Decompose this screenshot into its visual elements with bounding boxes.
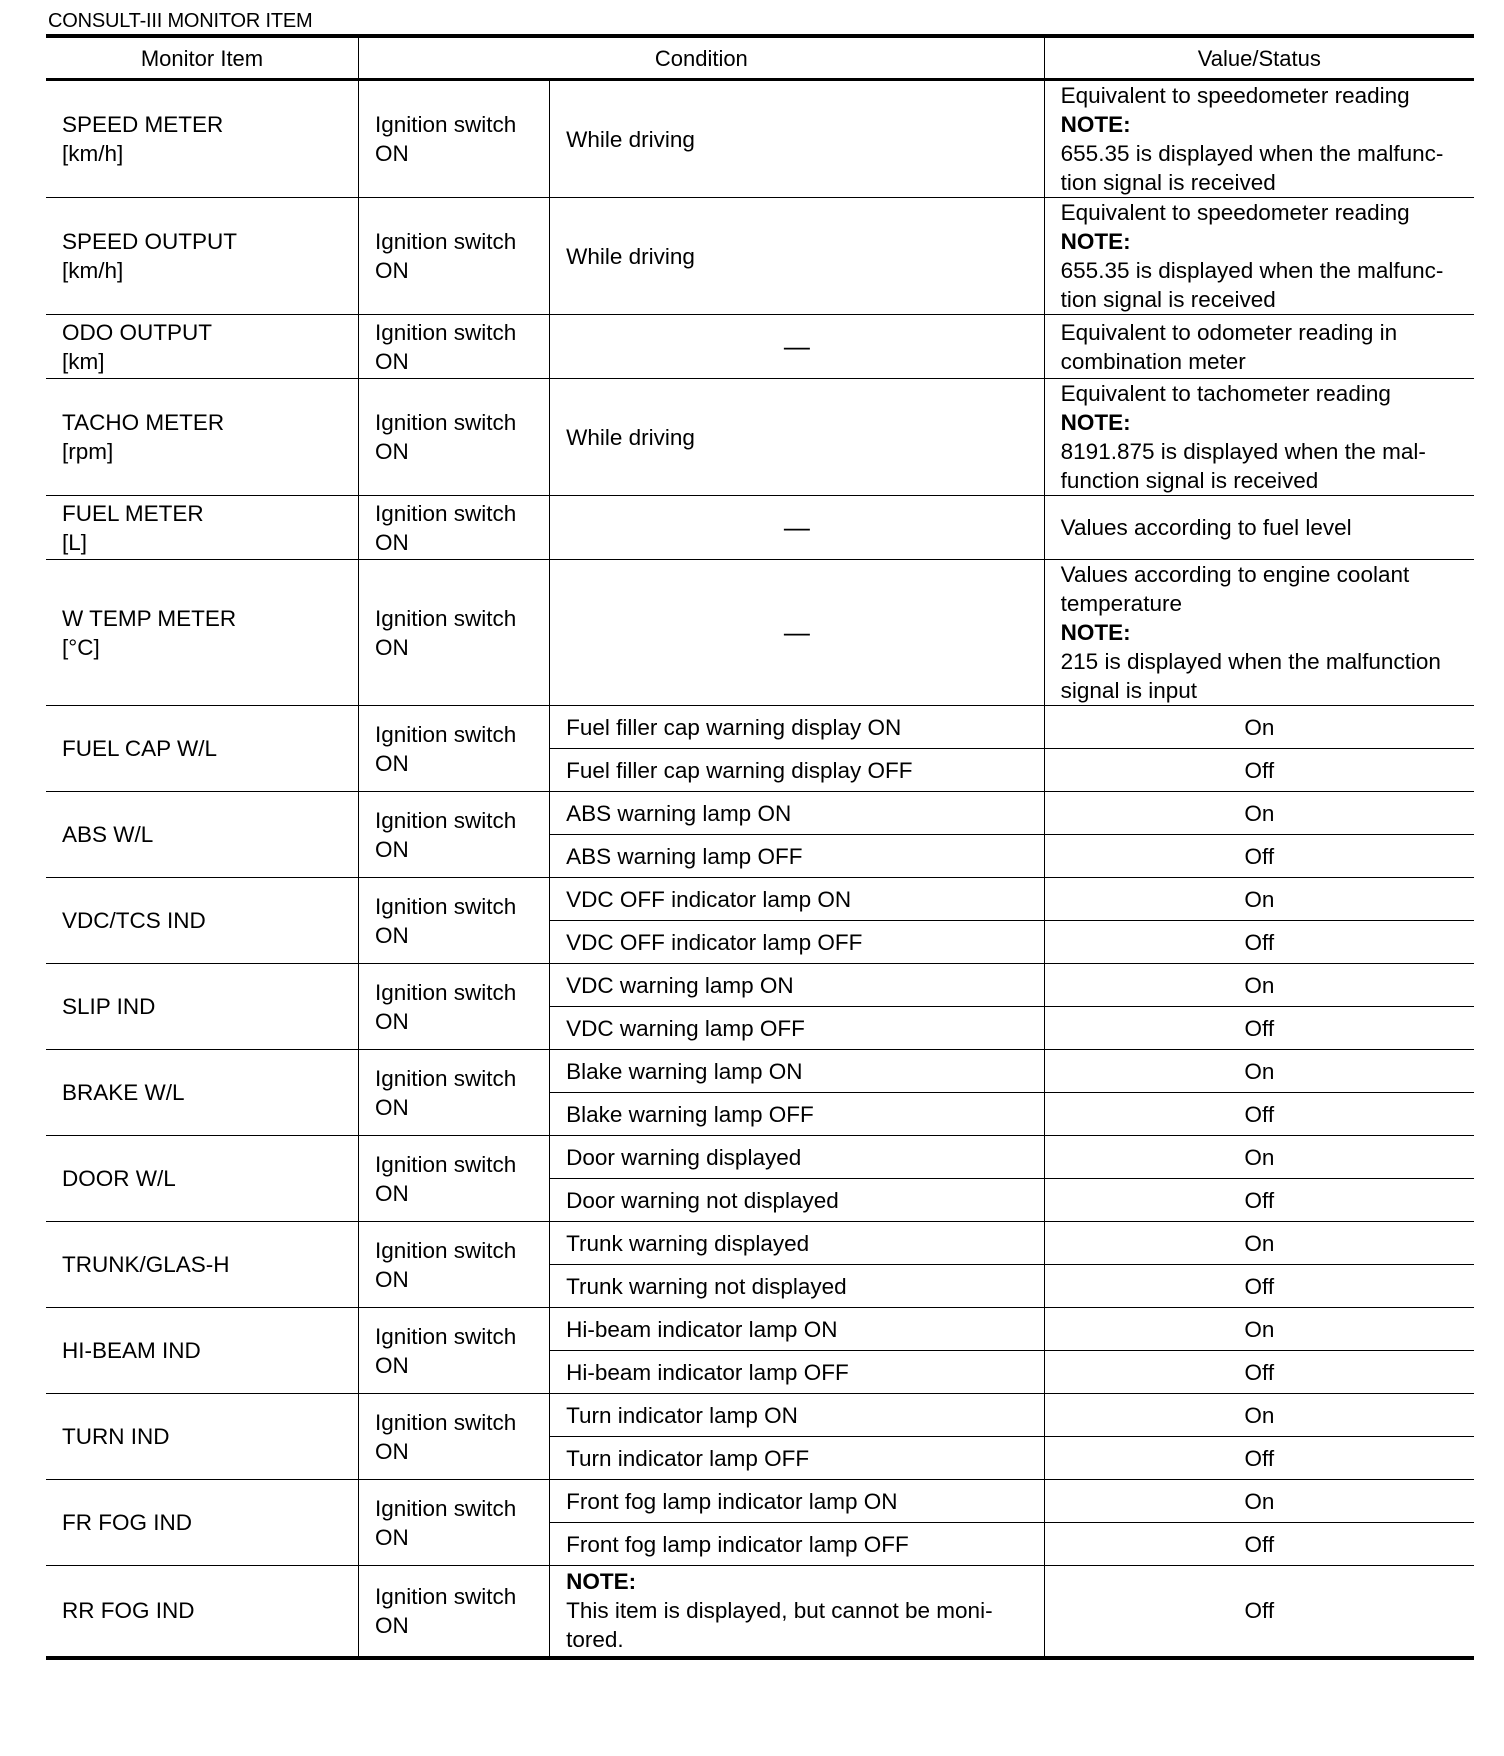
condition-text: VDC warning lamp ON (566, 972, 794, 998)
condition-cell (550, 1136, 1045, 1179)
ignition-label: Ignition switch (374, 500, 517, 526)
table-row (46, 1308, 1474, 1351)
ignition-label: Ignition switch (374, 721, 517, 747)
condition-text: While driving (566, 243, 695, 269)
note-label: NOTE: (1060, 410, 1131, 435)
header-condition: Condition (358, 38, 1044, 80)
table-row (46, 878, 1474, 921)
value-text: On (1244, 800, 1275, 826)
value-status-cell (1044, 1179, 1474, 1222)
condition-text: Hi-beam indicator lamp OFF (566, 1359, 849, 1385)
value-status-cell (1044, 198, 1474, 315)
value-status-cell (1044, 878, 1474, 921)
value-status-cell (1044, 1351, 1474, 1394)
table-row (46, 1222, 1474, 1265)
ignition-label: ON (374, 1180, 409, 1206)
note-text: tored. (566, 1627, 624, 1653)
condition-text: Door warning not displayed (566, 1187, 839, 1213)
note-text: 215 is displayed when the malfunction (1060, 649, 1441, 674)
value-text: On (1244, 886, 1275, 912)
monitor-item-cell (46, 1308, 358, 1394)
ignition-label: ON (374, 1612, 409, 1638)
note-text: This item is displayed, but cannot be moni- (566, 1598, 993, 1624)
monitor-item-label: ODO OUTPUT (62, 319, 212, 345)
monitor-item-cell (46, 379, 358, 496)
value-text: Off (1244, 1101, 1275, 1127)
table-row (46, 379, 1474, 496)
value-status-cell (1044, 496, 1474, 560)
condition-text: VDC OFF indicator lamp OFF (566, 929, 863, 955)
condition-cell (550, 1523, 1045, 1566)
condition-text: — (783, 331, 810, 361)
condition-text: Door warning displayed (566, 1144, 802, 1170)
ignition-label: Ignition switch (374, 1065, 517, 1091)
value-status-cell (1044, 315, 1474, 379)
monitor-item-cell (46, 1394, 358, 1480)
ignition-label: ON (374, 141, 409, 166)
condition-cell (550, 1265, 1045, 1308)
monitor-item-cell (46, 792, 358, 878)
condition-cell (550, 496, 1045, 560)
ignition-label: ON (374, 1438, 409, 1464)
value-status-cell (1044, 921, 1474, 964)
monitor-item-cell (46, 964, 358, 1050)
condition-cell (550, 1093, 1045, 1136)
table-header-row (46, 38, 1474, 80)
value-text: On (1244, 1402, 1275, 1428)
value-status-cell (1044, 1566, 1474, 1656)
table-caption: CONSULT-III MONITOR ITEM (48, 10, 313, 32)
monitor-item-label: FUEL METER (62, 500, 204, 526)
ignition-condition-cell (358, 1394, 549, 1480)
value-text: Off (1244, 1531, 1275, 1557)
ignition-label: ON (374, 258, 409, 283)
ignition-condition-cell (358, 1050, 549, 1136)
monitor-item-label: [°C] (62, 634, 100, 660)
ignition-condition-cell (358, 878, 549, 964)
value-text: Values according to fuel level (1060, 515, 1352, 540)
value-text: Off (1244, 1015, 1275, 1041)
condition-text: — (783, 617, 810, 647)
monitor-item-table-frame (46, 34, 1474, 1660)
table-row (46, 496, 1474, 560)
condition-text: While driving (566, 126, 695, 152)
condition-cell (550, 792, 1045, 835)
value-text: Values according to engine coolant (1060, 562, 1410, 587)
value-status-cell (1044, 1480, 1474, 1523)
monitor-item-label: FR FOG IND (62, 1510, 192, 1535)
note-label: NOTE: (1060, 112, 1131, 137)
condition-cell (550, 706, 1045, 749)
note-text: 8191.875 is displayed when the mal- (1060, 439, 1426, 464)
condition-text: Blake warning lamp OFF (566, 1101, 814, 1127)
note-text: 655.35 is displayed when the malfunc- (1060, 258, 1444, 283)
ignition-condition-cell (358, 560, 549, 706)
note-text: 655.35 is displayed when the malfunc- (1060, 141, 1444, 166)
monitor-item-label: HI-BEAM IND (62, 1338, 201, 1363)
value-text: Off (1244, 1598, 1275, 1624)
table-row (46, 706, 1474, 749)
monitor-item-label: [km/h] (62, 258, 124, 283)
note-label: NOTE: (1060, 229, 1131, 254)
table-row (46, 560, 1474, 706)
ignition-label: Ignition switch (374, 1237, 517, 1263)
value-text: On (1244, 972, 1275, 998)
condition-cell (550, 1179, 1045, 1222)
value-text: On (1244, 714, 1275, 740)
ignition-label: Ignition switch (374, 1583, 517, 1609)
condition-cell (550, 1050, 1045, 1093)
condition-text: Turn indicator lamp OFF (566, 1445, 810, 1471)
condition-text: — (783, 512, 810, 542)
value-text: Equivalent to tachometer reading (1060, 381, 1391, 406)
condition-text: Fuel filler cap warning display ON (566, 714, 902, 740)
monitor-item-label: W TEMP METER (62, 605, 237, 631)
header-value-status: Value/Status (1044, 38, 1474, 80)
value-text: On (1244, 1058, 1275, 1084)
monitor-item-cell (46, 878, 358, 964)
condition-cell (550, 749, 1045, 792)
table-row (46, 1136, 1474, 1179)
ignition-label: Ignition switch (374, 229, 517, 254)
condition-cell (550, 560, 1045, 706)
note-text: signal is input (1060, 678, 1197, 703)
ignition-label: ON (374, 634, 409, 660)
value-text: On (1244, 1144, 1275, 1170)
monitor-item-cell (46, 80, 358, 198)
ignition-label: ON (374, 836, 409, 862)
value-text: Off (1244, 843, 1275, 869)
condition-cell (550, 315, 1045, 379)
condition-cell (550, 835, 1045, 878)
condition-cell (550, 1566, 1045, 1656)
monitor-item-cell (46, 1136, 358, 1222)
monitor-item-label: DOOR W/L (62, 1166, 176, 1191)
monitor-item-label: VDC/TCS IND (62, 908, 206, 933)
table-row (46, 80, 1474, 198)
condition-text: VDC OFF indicator lamp ON (566, 886, 852, 912)
monitor-item-label: [km] (62, 348, 105, 374)
value-status-cell (1044, 1437, 1474, 1480)
table-row (46, 198, 1474, 315)
ignition-condition-cell (358, 1480, 549, 1566)
condition-text: Front fog lamp indicator lamp OFF (566, 1531, 909, 1557)
ignition-label: ON (374, 439, 409, 464)
value-status-cell (1044, 749, 1474, 792)
note-text: function signal is received (1060, 468, 1319, 493)
value-status-cell (1044, 1308, 1474, 1351)
value-text: On (1244, 1488, 1275, 1514)
ignition-label: Ignition switch (374, 979, 517, 1005)
value-text: Off (1244, 929, 1275, 955)
value-status-cell (1044, 1394, 1474, 1437)
monitor-item-cell (46, 198, 358, 315)
ignition-condition-cell (358, 1136, 549, 1222)
condition-cell (550, 921, 1045, 964)
monitor-item-cell (46, 1222, 358, 1308)
ignition-condition-cell (358, 792, 549, 878)
value-text: Equivalent to speedometer reading (1060, 200, 1410, 225)
note-text: tion signal is received (1060, 287, 1276, 312)
ignition-label: ON (374, 1352, 409, 1378)
monitor-item-label: RR FOG IND (62, 1598, 195, 1624)
monitor-item-cell (46, 706, 358, 792)
value-status-cell (1044, 1265, 1474, 1308)
ignition-condition-cell (358, 496, 549, 560)
note-label: NOTE: (1060, 620, 1131, 645)
condition-cell (550, 1351, 1045, 1394)
note-text: tion signal is received (1060, 170, 1276, 195)
condition-text: Fuel filler cap warning display OFF (566, 757, 913, 783)
ignition-label: ON (374, 750, 409, 776)
value-status-cell (1044, 1136, 1474, 1179)
value-status-cell (1044, 1007, 1474, 1050)
condition-cell (550, 1394, 1045, 1437)
value-status-cell (1044, 706, 1474, 749)
monitor-item-label: TRUNK/GLAS-H (62, 1252, 230, 1277)
ignition-condition-cell (358, 198, 549, 315)
ignition-label: Ignition switch (374, 893, 517, 919)
monitor-item-table (46, 38, 1474, 1656)
ignition-label: Ignition switch (374, 1323, 517, 1349)
value-text: Off (1244, 1445, 1275, 1471)
value-text: combination meter (1060, 348, 1246, 374)
ignition-condition-cell (358, 1308, 549, 1394)
ignition-label: Ignition switch (374, 807, 517, 833)
value-text: Off (1244, 1187, 1275, 1213)
ignition-condition-cell (358, 1566, 549, 1656)
ignition-label: ON (374, 1094, 409, 1120)
value-text: Equivalent to odometer reading in (1060, 319, 1398, 345)
table-row (46, 1566, 1474, 1656)
ignition-condition-cell (358, 706, 549, 792)
ignition-label: ON (374, 922, 409, 948)
value-status-cell (1044, 80, 1474, 198)
value-status-cell (1044, 379, 1474, 496)
condition-text: While driving (566, 424, 695, 450)
table-row (46, 964, 1474, 1007)
condition-text: ABS warning lamp OFF (566, 843, 803, 869)
condition-cell (550, 198, 1045, 315)
ignition-condition-cell (358, 1222, 549, 1308)
monitor-item-cell (46, 496, 358, 560)
ignition-condition-cell (358, 379, 549, 496)
note-label: NOTE: (566, 1569, 637, 1595)
monitor-item-label: [rpm] (62, 439, 114, 464)
ignition-label: Ignition switch (374, 410, 517, 435)
ignition-label: Ignition switch (374, 1151, 517, 1177)
condition-cell (550, 379, 1045, 496)
monitor-item-label: ABS W/L (62, 822, 154, 847)
header-monitor-item: Monitor Item (46, 38, 358, 80)
ignition-label: Ignition switch (374, 112, 517, 137)
ignition-label: Ignition switch (374, 605, 517, 631)
condition-text: Trunk warning displayed (566, 1230, 810, 1256)
condition-text: ABS warning lamp ON (566, 800, 792, 826)
ignition-condition-cell (358, 80, 549, 198)
value-status-cell (1044, 1050, 1474, 1093)
ignition-label: ON (374, 529, 409, 555)
condition-cell (550, 80, 1045, 198)
value-status-cell (1044, 1093, 1474, 1136)
condition-cell (550, 1222, 1045, 1265)
table-row (46, 1050, 1474, 1093)
ignition-label: Ignition switch (374, 319, 517, 345)
ignition-label: Ignition switch (374, 1409, 517, 1435)
monitor-item-cell (46, 560, 358, 706)
ignition-label: ON (374, 1524, 409, 1550)
ignition-condition-cell (358, 315, 549, 379)
monitor-item-label: SPEED METER (62, 112, 224, 137)
table-row (46, 1480, 1474, 1523)
value-status-cell (1044, 964, 1474, 1007)
value-status-cell (1044, 1523, 1474, 1566)
value-status-cell (1044, 1222, 1474, 1265)
condition-text: VDC warning lamp OFF (566, 1015, 805, 1041)
value-text: Equivalent to speedometer reading (1060, 83, 1410, 108)
condition-text: Turn indicator lamp ON (566, 1402, 798, 1428)
condition-text: Hi-beam indicator lamp ON (566, 1316, 838, 1342)
value-text: Off (1244, 1273, 1275, 1299)
monitor-item-cell (46, 315, 358, 379)
condition-text: Trunk warning not displayed (566, 1273, 847, 1299)
condition-cell (550, 1480, 1045, 1523)
value-text: Off (1244, 1359, 1275, 1385)
monitor-item-label: SLIP IND (62, 994, 156, 1019)
condition-text: Front fog lamp indicator lamp ON (566, 1488, 898, 1514)
condition-cell (550, 1308, 1045, 1351)
monitor-item-label: BRAKE W/L (62, 1080, 185, 1105)
condition-cell (550, 1437, 1045, 1480)
value-text: temperature (1060, 591, 1182, 616)
table-row (46, 315, 1474, 379)
condition-text: Blake warning lamp ON (566, 1058, 803, 1084)
ignition-condition-cell (358, 964, 549, 1050)
value-status-cell (1044, 560, 1474, 706)
condition-cell (550, 1007, 1045, 1050)
condition-cell (550, 878, 1045, 921)
monitor-item-label: FUEL CAP W/L (62, 736, 218, 761)
monitor-item-label: SPEED OUTPUT (62, 229, 238, 254)
ignition-label: ON (374, 1008, 409, 1034)
value-text: On (1244, 1316, 1275, 1342)
ignition-label: Ignition switch (374, 1495, 517, 1521)
monitor-item-cell (46, 1050, 358, 1136)
table-body (46, 80, 1474, 1656)
ignition-label: ON (374, 348, 409, 374)
monitor-item-label: [km/h] (62, 141, 124, 166)
monitor-item-label: TURN IND (62, 1424, 170, 1449)
value-status-cell (1044, 835, 1474, 878)
monitor-item-cell (46, 1480, 358, 1566)
value-text: Off (1244, 757, 1275, 783)
condition-cell (550, 964, 1045, 1007)
ignition-label: ON (374, 1266, 409, 1292)
monitor-item-label: [L] (62, 529, 88, 555)
table-row (46, 792, 1474, 835)
value-status-cell (1044, 792, 1474, 835)
value-text: On (1244, 1230, 1275, 1256)
monitor-item-label: TACHO METER (62, 410, 225, 435)
monitor-item-cell (46, 1566, 358, 1656)
table-row (46, 1394, 1474, 1437)
